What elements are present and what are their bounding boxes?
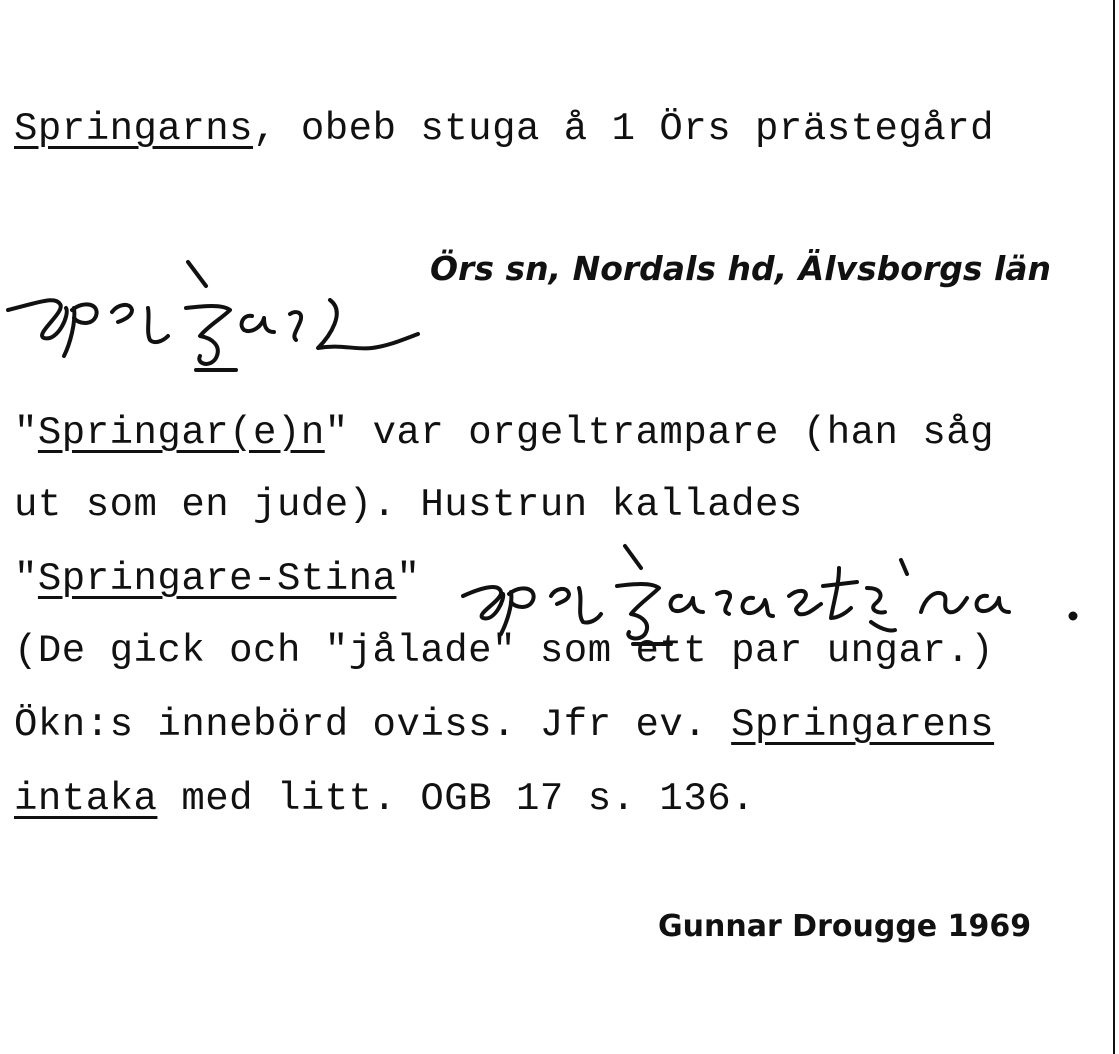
word-intaka: intaka — [14, 777, 158, 821]
word-springaren: Springar(e)n — [37, 411, 325, 455]
body-line-5-text: Ökn:s innebörd oviss. Jfr ev. — [14, 703, 732, 747]
body-line-1 — [14, 411, 995, 455]
open-quote: " — [14, 557, 38, 601]
headword: Springarns — [14, 107, 254, 151]
heading-line — [14, 107, 995, 151]
signature: Gunnar Drougge 1969 — [658, 909, 1032, 944]
body-line-6-rest: med litt. OGB 17 s. 136. — [157, 777, 756, 821]
body-line-2: ut som en jude). Hustrun kallades — [14, 483, 803, 527]
body-line-4: (De gick och "jålade" som ett par ungar.) — [14, 629, 995, 673]
body-line-3 — [14, 557, 421, 601]
body-line-1-rest: " var orgeltrampare (han såg — [324, 411, 995, 455]
close-quote: " — [396, 557, 421, 601]
location-stamp: Örs sn, Nordals hd, Älvsborgs län — [430, 249, 1052, 288]
phonetic-transcription-handwritten — [0, 252, 440, 382]
word-springare-stina: Springare-Stina — [37, 557, 397, 601]
word-springarens: Springarens — [731, 703, 995, 747]
heading-rest: , obeb stuga å 1 Örs prästegård — [253, 107, 995, 151]
body-line-5 — [14, 703, 995, 747]
body-line-6 — [14, 777, 756, 821]
open-quote: " — [14, 411, 38, 455]
card-right-edge — [1113, 0, 1115, 1054]
